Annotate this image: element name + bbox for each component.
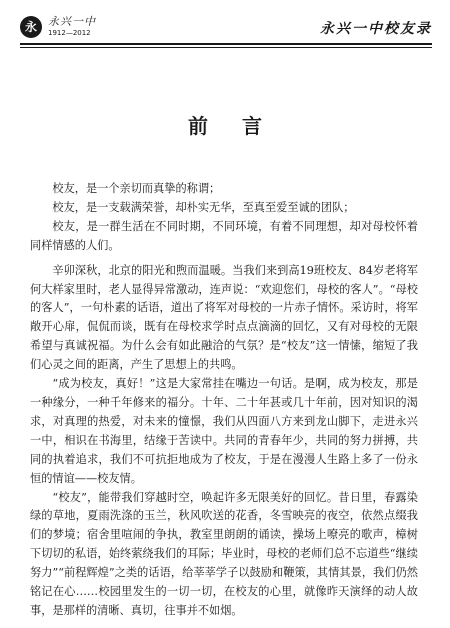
anniversary-years: 1912—2012 [48,29,91,37]
school-name: 永兴一中 [48,15,96,28]
paragraph: 校友，是一群生活在不同时期，不同环境，有着不同理想，却对母校怀着同样情感的人们。 [30,219,418,252]
paragraph: 辛卯深秋，北京的阳光和煦而温暖。当我们来到高19班校友、84岁老将军何大样家里时，老人显得异常激动，连声说：“欢迎您们，母校的客人”。“母校的客人”，一句朴素的话语，道出了将军对母校的一片赤子情怀。采访时，将军敞开心扉，侃侃而谈，既有在母校求学时点点滴滴的回忆，又有对母校的无限希望与真诚祝福。为什么会有如此融洽的气氛？是“校友”这一情愫，缩短了我们心灵之间的距离，产生了思想上的共鸣。 [30,263,418,372]
header-rule-thin [20,47,432,48]
page-title: 前言 [188,114,296,138]
paragraph: 校友，是一个亲切而真挚的称谓； [52,182,221,195]
preface-body [30,180,418,621]
school-seal-icon: 永 [20,16,42,38]
running-title: 永兴一中校友录 [320,21,432,37]
paragraph: 校友，是一支载满荣誉，却朴实无华，至真至爱至诚的团队； [52,200,355,214]
page-header [20,16,432,42]
paragraph: “校友”，能带我们穿越时空，唤起许多无限美好的回忆。昔日里，春露染绿的草地，夏雨洗涤的玉兰，秋风吹送的花香，冬雪映亮的夜空，依然点缀我们的梦境；宿舍里喧闹的争执，教室里朗朗的诵读，操场上嘹亮的歌声，樟树下切切的私语，始终萦绕我们的耳际；毕业时，母校的老师们总不忘道些“继续努力”“前程辉煌”之类的话语，给莘莘学子以鼓励和鞭策，其情其景，我们仍然铭记在心……校园里发生的一切一切，在校友的心里，就像昨天演绎的动人故事，是那样的清晰、真切，往事并不如烟。 [30,490,418,617]
paragraph: “成为校友，真好！”这是大家常挂在嘴边一句话。是啊，成为校友，那是一种缘分，一种千年修来的福分。十年、二十年甚或几十年前，因对知识的渴求，对真理的热爱，对未来的憧憬，我们从四面八方来到龙山脚下，走进永兴一中，相识在书海里，结缘于苦读中。共同的青春年少，共同的努力拼搏，共同的执着追求，我们不可抗拒地成为了校友，于是在漫漫人生路上多了一份永恒的情谊——校友情。 [30,377,418,485]
header-rule-thick [20,43,432,45]
